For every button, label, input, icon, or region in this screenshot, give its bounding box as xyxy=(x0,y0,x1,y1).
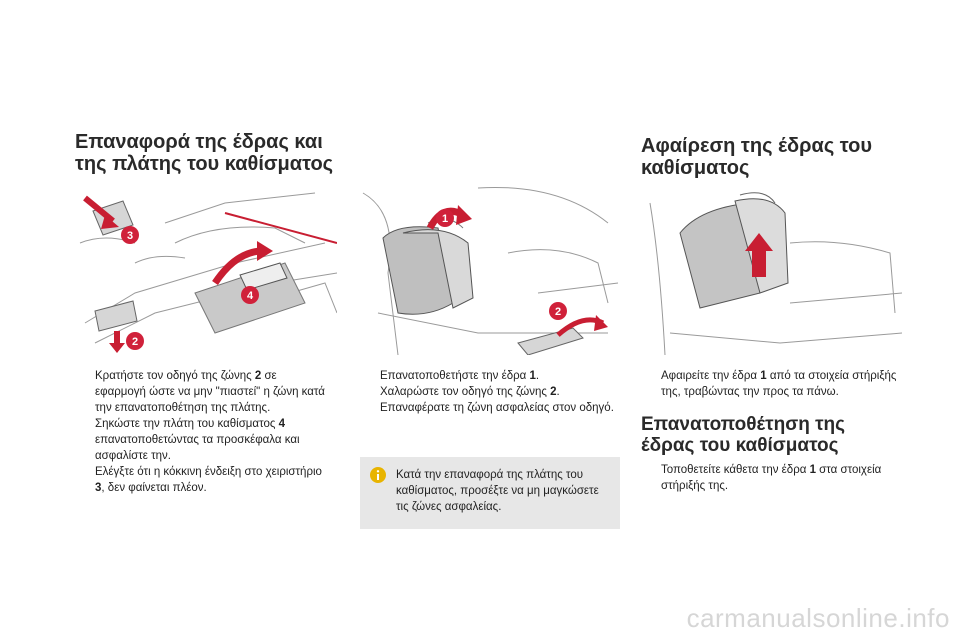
note-text: Κατά την επαναφορά της πλάτης του καθίσματος, προσέξτε να μη μαγκώσετε τις ζώνες ασφαλείας. xyxy=(396,469,599,513)
illustration-seat-removal xyxy=(640,183,902,355)
step-text: Επανατοποθετήστε την έδρα xyxy=(380,370,530,382)
step-item xyxy=(641,368,911,400)
callout-1-icon xyxy=(436,209,454,227)
watermark: carmanualsonline.info xyxy=(686,603,950,633)
callout-3-label: 3 xyxy=(126,230,134,242)
seat-refit-drawing xyxy=(358,183,620,355)
step-text: , δεν φαίνεται πλέον. xyxy=(101,482,207,494)
step-item xyxy=(75,368,325,416)
step-text: Τοποθετείτε κάθετα την έδρα xyxy=(661,464,810,476)
seat-back-drawing xyxy=(75,183,337,355)
warning-note xyxy=(360,457,620,529)
step-text: Σηκώστε την πλάτη του καθίσματος xyxy=(95,418,279,430)
step-item xyxy=(75,464,325,496)
step-text: στα στοιχεία στήριξής της. xyxy=(661,464,882,492)
step-number: 1 xyxy=(529,370,536,382)
callout-2-icon xyxy=(126,332,144,350)
step-text: Χαλαρώστε τον οδηγό της ζώνης xyxy=(380,386,551,398)
step-text: Επαναφέρατε τη ζώνη ασφαλείας στον οδηγό. xyxy=(380,402,614,414)
step-number: 4 xyxy=(278,418,285,430)
step-item xyxy=(641,462,911,494)
callout-4-label: 4 xyxy=(246,290,254,302)
illustration-seat-back-restore xyxy=(75,183,337,355)
callout-3-icon xyxy=(121,226,139,244)
illustration-seat-refit xyxy=(358,183,620,355)
step-text: από τα στοιχεία στήριξής της, τραβώντας την προς τα πάνω. xyxy=(661,370,897,398)
step-text: . xyxy=(556,386,560,398)
step-item xyxy=(75,416,325,464)
right-steps-1 xyxy=(641,368,911,400)
step-text: . xyxy=(535,370,540,382)
step-text: σε εφαρμογή ώστε να μην "πιαστεί" η ζώνη κατά την επανατοποθέτηση της πλάτης. xyxy=(95,370,325,414)
step-text: Κρατήστε τον οδηγό της ζώνης xyxy=(95,370,255,382)
step-number: 1 xyxy=(760,370,767,382)
seat-removal-drawing xyxy=(640,183,902,355)
step-number: 3 xyxy=(95,482,102,494)
title-refit-seat: Επανατοποθέτηση της έδρας του καθίσματος xyxy=(641,414,846,456)
step-text: Ελέγξτε ότι η κόκκινη ένδειξη στο χειριστήριο xyxy=(95,466,322,478)
info-icon xyxy=(370,467,386,483)
callout-2-icon xyxy=(549,302,567,320)
callout-4-icon xyxy=(241,286,259,304)
step-item xyxy=(360,400,615,416)
right-steps-2 xyxy=(641,462,911,494)
title-restore-seat: Επαναφορά της έδρας και της πλάτης του καθίσματος xyxy=(75,131,334,175)
step-item xyxy=(360,368,615,384)
step-number: 2 xyxy=(550,386,557,398)
step-number: 2 xyxy=(254,370,262,382)
step-text: επανατοποθετώντας τα προσκέφαλα και ασφαλίστε την. xyxy=(95,434,300,462)
left-steps xyxy=(75,368,325,496)
callout-2-label: 2 xyxy=(554,306,562,318)
step-item xyxy=(360,384,615,400)
title-remove-seat: Αφαίρεση της έδρας του καθίσματος xyxy=(641,135,873,179)
callout-2-label: 2 xyxy=(131,336,139,348)
step-text: Αφαιρείτε την έδρα xyxy=(661,370,761,382)
step-number: 1 xyxy=(809,464,816,476)
middle-steps xyxy=(360,368,615,416)
callout-1-label: 1 xyxy=(441,213,449,225)
